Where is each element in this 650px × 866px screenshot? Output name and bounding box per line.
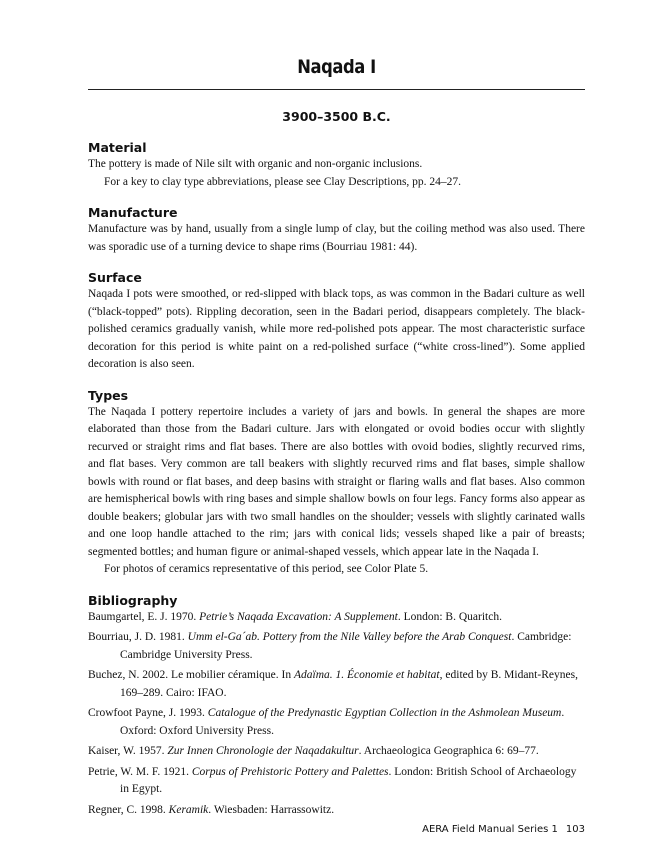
entry-text: . Archaeologica Geographica 6: 69–77.	[358, 745, 539, 757]
entry-text: . London: British School of Archaeology in Egypt.	[120, 765, 577, 795]
section-surface	[88, 269, 585, 374]
bibliography-entry	[88, 609, 585, 627]
entry-text: Petrie, W. M. F. 1921.	[88, 765, 192, 778]
bibliography-entry	[88, 705, 585, 740]
section-bibliography	[88, 592, 585, 820]
entry-text: , edited by B. Midant-Reynes, 169–289. Cairo: IFAO.	[120, 669, 578, 699]
paragraph: Naqada I pots were smoothed, or red-slipped with black tops, as was common in the Badari culture as well (“black-topped” pots). Rippling decoration, seen in the Badari period, disappears completely. The black-polished ceramics gradually vanish, while more red-polished pots appear. The most characteristic surface decoration for this period is white paint on a red-polished surface (“white cross-lined”). Some applied decoration is also seen.	[88, 288, 585, 370]
series-name: AERA Field Manual Series 1	[422, 824, 558, 835]
paragraph: For a key to clay type abbreviations, please see Clay Descriptions, pp. 24–27.	[104, 175, 462, 188]
page-title: Naqada I	[297, 56, 376, 78]
main-content	[88, 139, 585, 832]
entry-text: Buchez, N. 2002. Le mobilier céramique. In	[88, 669, 294, 681]
bibliography-entry	[88, 764, 585, 799]
paragraph: The Naqada I pottery repertoire includes a variety of jars and bowls. In general the shapes are more elaborated than those from the Badari culture. Jars with elongated or ovoid bodies occur with slightly recurved or straight rims and flat bases. There are also bottles with ovoid bodies, slightly recurved rims, and flat bases. Very common are tall beakers with slightly recurved rims and flat bases, simple shallow bowls with round or flat bases, and deep basins with straight or flaring walls and flat bases. Also common are hemispherical bowls with ring bases and simple shallow bowls on four legs. Fancy forms also appear as double beakers; globular jars with two small handles on the shoulder; vessels with slightly carinated walls and one loop handle attached to the rim; jars with conical lids; vessels shaped like a pair of breasts; segmented bottles; and human figure or animal-shaped vessels, which appear late in the Naqada I.	[88, 405, 585, 558]
bibliography-entry	[88, 667, 585, 702]
entry-title: Petrie’s Naqada Excavation: A Supplement	[199, 610, 398, 623]
entry-text: . Wiesbaden: Harrassowitz.	[208, 803, 335, 816]
paragraph: Manufacture was by hand, usually from a single lump of clay, but the coiling method was also used. There was sporadic use of a turning device to shape rims (Bourriau 1981: 44).	[88, 223, 585, 253]
section-heading: Surface	[88, 270, 142, 285]
section-heading: Manufacture	[88, 205, 178, 220]
entry-title: Keramik	[168, 803, 209, 816]
entry-title: Umm el-Ga´ab. Pottery from the Nile Valley before the Arab Conquest	[187, 631, 512, 643]
entry-text: Kaiser, W. 1957.	[88, 745, 168, 757]
section-heading: Material	[88, 140, 147, 155]
paragraph: For photos of ceramics representative of this period, see Color Plate 5.	[104, 563, 429, 575]
entry-title: Corpus of Prehistoric Pottery and Palettes	[191, 765, 389, 778]
entry-text: Baumgartel, E. J. 1970.	[88, 610, 200, 623]
entry-text: . London: B. Quaritch.	[397, 610, 502, 623]
paragraph: The pottery is made of Nile silt with organic and non-organic inclusions.	[88, 158, 423, 170]
section-heading: Types	[88, 387, 129, 403]
date-range: 3900–3500 B.C.	[282, 109, 391, 124]
entry-text: Bourriau, J. D. 1981.	[88, 631, 188, 643]
bibliography-entry	[88, 629, 585, 664]
page-footer	[414, 824, 585, 835]
entry-text: . Cambridge: Cambridge University Press.	[120, 631, 572, 661]
section-heading: Bibliography	[88, 592, 178, 608]
page-number: 103	[565, 824, 585, 835]
section-manufacture	[88, 204, 585, 256]
entry-text: . Oxford: Oxford University Press.	[120, 707, 565, 737]
section-material	[88, 139, 585, 191]
title-divider	[88, 89, 585, 90]
entry-text: Crowfoot Payne, J. 1993.	[88, 707, 208, 719]
document-page	[88, 0, 585, 866]
entry-title: Catalogue of the Predynastic Egyptian Collection in the Ashmolean Museum	[207, 707, 562, 719]
entry-title: Adaïma. 1. Économie et habitat	[293, 669, 440, 681]
entry-text: Regner, C. 1998.	[88, 803, 169, 816]
bibliography-entry	[88, 743, 585, 761]
bibliography-list	[88, 609, 585, 820]
section-types	[88, 387, 585, 579]
bibliography-entry	[88, 802, 585, 820]
entry-title: Zur Innen Chronologie der Naqadakultur	[167, 745, 359, 757]
